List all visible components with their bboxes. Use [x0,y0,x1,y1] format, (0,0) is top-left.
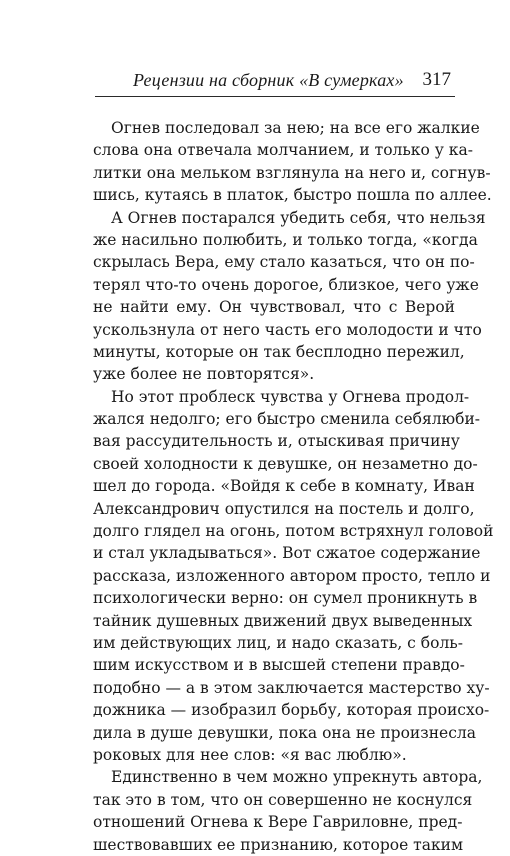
text-line: шел до города. «Войдя к себе в комнату, Иван [93,477,475,496]
text-line: и стал укладываться». Вот сжатое содержание [93,544,481,563]
page-number: 317 [422,69,451,90]
text-line: своей холодности к девушке, он незаметно до- [93,454,478,473]
text-line: психологически верно: он сумел проникнуть в [93,589,478,608]
text-line: тайник душевных движений двух выведенных [93,611,473,630]
text-line: терял что-то очень дорогое, близкое, чего уже [93,275,479,294]
text-line: слова она отвечала молчанием, и только у ка- [93,141,473,160]
text-line: так это в том, что он совершенно не коснулся [93,790,473,809]
text-line: роковых для нее слов: «я вас люблю». [93,745,407,764]
text-line: отношений Огнева к Вере Гавриловне, пред- [93,813,463,832]
text-line: им действующих лиц, и надо сказать, с боль- [93,633,463,652]
text-line: рассказа, изложенного автором просто, тепло и [93,566,491,585]
text-line: долго глядел на огонь, потом встряхнул головой [93,522,494,541]
body-text [93,117,494,856]
running-header [95,56,455,97]
text-line: Огнев последовал за нею; на все его жалкие [111,119,480,137]
text-line: Единственно в чем можно упрекнуть автора, [111,768,483,787]
text-line: шим искусством и в высшей степени правдо- [93,656,465,675]
text-line: не найти ему. Он чувствовал, что с Верой [93,298,455,317]
text-line: минуты, которые он так бесплодно пережил, [93,342,465,361]
text-line: жался недолго; его быстро сменила себялюби- [93,410,481,429]
text-line: дила в душе девушки, пока она не произнесла [93,723,476,742]
text-line: шествовавших ее признанию, которое таким [93,835,464,854]
text-line: скрылась Вера, ему стало казаться, что он по- [93,253,475,272]
text-line: Александрович опустился на постель и долго, [93,499,475,518]
text-line: А Огнев постарался убедить себя, что нельзя [111,208,486,227]
text-line: ускользнула от него часть его молодости и что [93,320,482,339]
text-line: литки она мельком взглянула на него и, согнув- [93,163,491,182]
text-line: дожника — изобразил борьбу, которая происхо- [93,701,490,720]
text-line: шись, кутаясь в платок, быстро пошла по аллее. [93,186,492,205]
text-line: уже более не повторятся». [93,365,315,384]
paragraph [93,386,494,767]
text-line: подобно — а в этом заключается мастерство ху- [93,678,490,697]
running-title: Рецензии на сборник «В сумерках» [133,70,404,90]
text-line: вая рассудительность и, отыскивая причину [93,432,460,451]
paragraph [93,117,492,207]
text-line: же насильно полюбить, и только тогда, «когда [93,230,478,249]
paragraph [93,766,483,856]
text-line: Но этот проблеск чувства у Огнева продол- [111,387,470,406]
paragraph [93,207,486,386]
